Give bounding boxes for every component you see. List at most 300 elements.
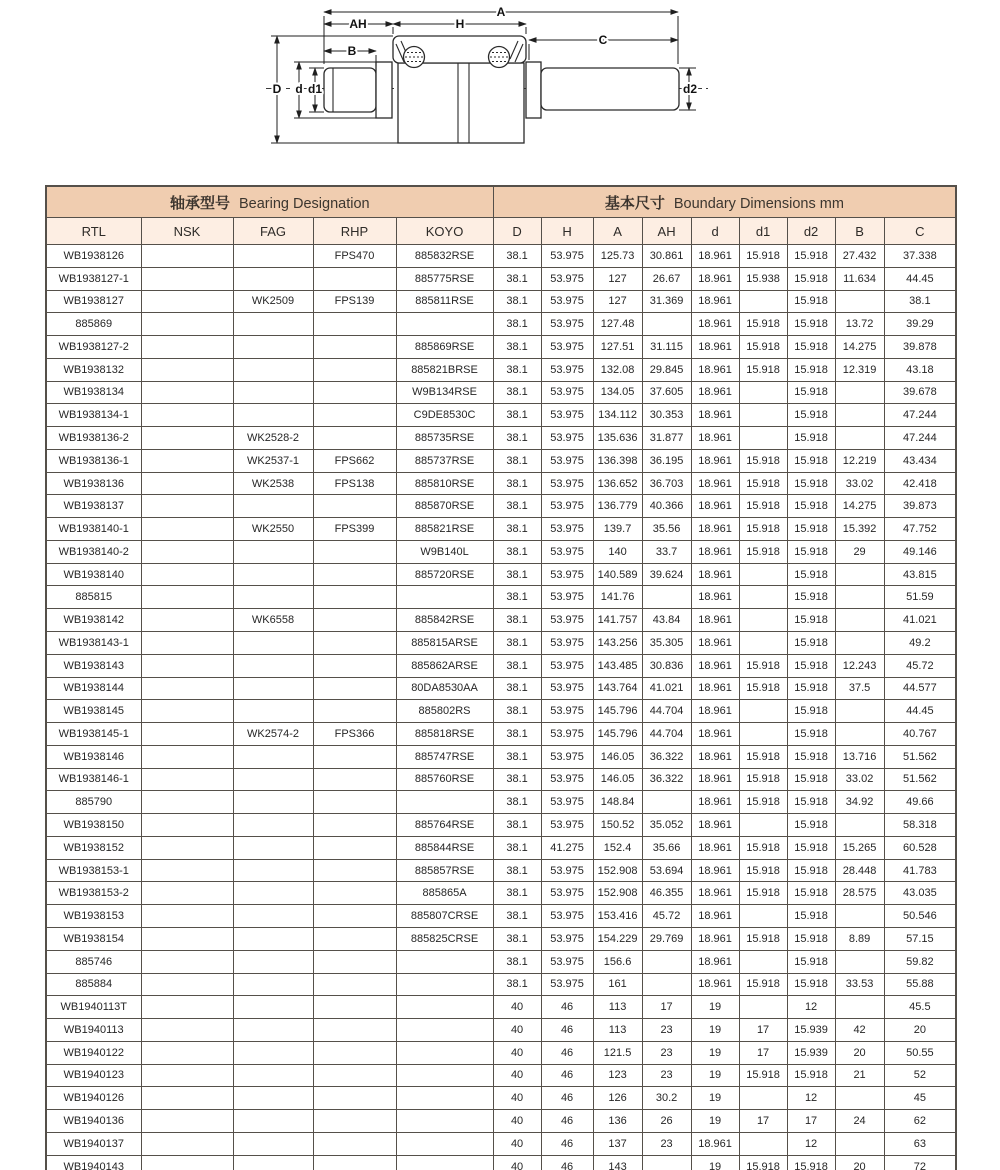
cell-a: 143.485 [593,654,642,677]
cell-d2: 15.918 [787,768,835,791]
dim-label-d2: d2 [682,82,698,96]
cell-d1: 17 [739,1110,787,1133]
cell-b [835,814,884,837]
table-row [46,1041,956,1064]
cell-nsk [141,449,233,472]
cell-d: 18.961 [691,495,739,518]
cell-b [835,381,884,404]
cell-d2: 15.918 [787,677,835,700]
cell-b: 42 [835,1019,884,1042]
cell-a: 136 [593,1110,642,1133]
cell-fag [233,905,313,928]
table-row [46,836,956,859]
table-body [46,245,956,1170]
cell-d: 18.961 [691,882,739,905]
cell-fag [233,381,313,404]
cell-rtl: WB1938143-1 [46,632,141,655]
cell-c: 44.45 [884,267,956,290]
cell-b [835,723,884,746]
cell-d1: 15.918 [739,540,787,563]
cell-b: 28.575 [835,882,884,905]
cell-c: 39.873 [884,495,956,518]
cell-nsk [141,495,233,518]
cell-ah: 23 [642,1064,691,1087]
cell-ah: 23 [642,1132,691,1155]
table-row [46,814,956,837]
cell-rhp [313,973,396,996]
cell-d: 40 [493,1087,541,1110]
cell-d: 19 [691,1064,739,1087]
cell-rhp [313,381,396,404]
cell-rtl: WB1938152 [46,836,141,859]
cell-rhp [313,1041,396,1064]
cell-d2: 15.918 [787,1155,835,1170]
cell-c: 45 [884,1087,956,1110]
cell-d: 18.961 [691,404,739,427]
cell-b: 13.72 [835,313,884,336]
cell-rhp: FPS470 [313,245,396,268]
table-row [46,745,956,768]
cell-nsk [141,1110,233,1133]
cell-ah: 35.66 [642,836,691,859]
column-header-nsk: NSK [141,218,233,245]
cell-nsk [141,700,233,723]
cell-koyo: 885869RSE [396,336,493,359]
cell-a: 136.652 [593,472,642,495]
cell-d2: 12 [787,1087,835,1110]
cell-c: 50.55 [884,1041,956,1064]
cell-d1: 17 [739,1041,787,1064]
cell-fag [233,950,313,973]
cell-c: 39.678 [884,381,956,404]
group-header-designation-en: Bearing Designation [238,195,370,212]
cell-rhp [313,700,396,723]
cell-d: 18.961 [691,313,739,336]
group-header-dimensions [493,186,956,218]
cell-h: 53.975 [541,313,593,336]
cell-h: 53.975 [541,245,593,268]
cell-h: 53.975 [541,905,593,928]
cell-koyo: 885844RSE [396,836,493,859]
column-header-d2: d2 [787,218,835,245]
cell-nsk [141,267,233,290]
cell-c: 20 [884,1019,956,1042]
cell-d: 38.1 [493,768,541,791]
cell-d1 [739,586,787,609]
column-header-ah: AH [642,218,691,245]
cell-b: 12.219 [835,449,884,472]
cell-d: 38.1 [493,245,541,268]
table-row [46,495,956,518]
cell-b: 11.634 [835,267,884,290]
cell-koyo: 885870RSE [396,495,493,518]
cell-h: 53.975 [541,654,593,677]
cell-fag [233,791,313,814]
cell-rtl: WB1938136-1 [46,449,141,472]
cell-d: 19 [691,1110,739,1133]
cell-rhp [313,950,396,973]
cell-d1: 15.918 [739,859,787,882]
cell-ah: 35.56 [642,518,691,541]
dim-label-d1: d1 [307,82,323,96]
cell-d2: 15.918 [787,404,835,427]
cell-koyo: 885764RSE [396,814,493,837]
cell-fag [233,996,313,1019]
cell-d: 19 [691,1155,739,1170]
cell-ah: 30.353 [642,404,691,427]
cell-rtl: 885869 [46,313,141,336]
cell-koyo [396,973,493,996]
cell-rtl: WB1940113T [46,996,141,1019]
table-row [46,723,956,746]
cell-a: 126 [593,1087,642,1110]
dim-label-d-outer: D [272,82,282,96]
cell-d: 38.1 [493,404,541,427]
cell-fag [233,654,313,677]
cell-h: 53.975 [541,973,593,996]
cell-c: 51.562 [884,745,956,768]
cell-d1: 15.918 [739,836,787,859]
cell-b [835,290,884,313]
cell-ah: 35.052 [642,814,691,837]
cell-a: 123 [593,1064,642,1087]
cell-d: 18.961 [691,745,739,768]
cell-h: 41.275 [541,836,593,859]
cell-fag: WK2537-1 [233,449,313,472]
cell-d1: 17 [739,1019,787,1042]
table-row [46,791,956,814]
cell-d2: 15.918 [787,290,835,313]
cell-koyo: 885818RSE [396,723,493,746]
cell-rhp [313,632,396,655]
column-header-row [46,218,956,245]
cell-c: 45.72 [884,654,956,677]
cell-rhp [313,882,396,905]
cell-d: 18.961 [691,859,739,882]
cell-nsk [141,563,233,586]
cell-d: 18.961 [691,358,739,381]
cell-h: 46 [541,1132,593,1155]
cell-h: 53.975 [541,882,593,905]
cell-koyo: 80DA8530AA [396,677,493,700]
cell-d1 [739,404,787,427]
cell-d2: 15.918 [787,449,835,472]
cell-h: 46 [541,1087,593,1110]
cell-koyo [396,1110,493,1133]
cell-nsk [141,745,233,768]
cell-nsk [141,381,233,404]
table-row [46,358,956,381]
cell-koyo: 885760RSE [396,768,493,791]
cell-rhp [313,609,396,632]
cell-h: 53.975 [541,427,593,450]
cell-d: 38.1 [493,836,541,859]
cell-d1 [739,950,787,973]
dim-label-a: A [496,5,506,19]
cell-a: 145.796 [593,700,642,723]
cell-a: 140.589 [593,563,642,586]
cell-d: 38.1 [493,609,541,632]
cell-a: 161 [593,973,642,996]
cell-fag [233,336,313,359]
dim-label-d: d [295,82,303,96]
cell-c: 50.546 [884,905,956,928]
cell-koyo [396,1019,493,1042]
cell-d2: 15.918 [787,791,835,814]
cell-ah: 40.366 [642,495,691,518]
dim-label-ah: AH [349,17,367,31]
cell-koyo: 885802RS [396,700,493,723]
cell-d1: 15.918 [739,336,787,359]
cell-rhp [313,563,396,586]
cell-ah: 17 [642,996,691,1019]
cell-koyo [396,1132,493,1155]
cell-b: 13.716 [835,745,884,768]
cell-d: 38.1 [493,882,541,905]
cell-d2: 15.918 [787,245,835,268]
cell-d2: 15.918 [787,927,835,950]
cell-b: 12.319 [835,358,884,381]
cell-d: 38.1 [493,586,541,609]
cell-koyo: 885821BRSE [396,358,493,381]
cell-b: 24 [835,1110,884,1133]
cell-d: 40 [493,1019,541,1042]
cell-h: 46 [541,1155,593,1170]
cell-rtl: WB1940137 [46,1132,141,1155]
cell-rtl: 885815 [46,586,141,609]
cell-fag [233,677,313,700]
cell-b [835,700,884,723]
cell-fag [233,358,313,381]
cell-d2: 15.918 [787,518,835,541]
cell-d2: 15.918 [787,859,835,882]
cell-a: 139.7 [593,518,642,541]
cell-a: 137 [593,1132,642,1155]
cell-d1 [739,381,787,404]
cell-rtl: WB1938154 [46,927,141,950]
cell-nsk [141,791,233,814]
cell-d: 38.1 [493,927,541,950]
cell-koyo [396,1064,493,1087]
cell-ah: 26.67 [642,267,691,290]
cell-koyo: 885862ARSE [396,654,493,677]
cell-d1 [739,1087,787,1110]
column-header-rtl: RTL [46,218,141,245]
cell-d: 38.1 [493,336,541,359]
cell-ah: 53.694 [642,859,691,882]
cell-b: 27.432 [835,245,884,268]
cell-rtl: WB1940113 [46,1019,141,1042]
cell-d1 [739,290,787,313]
cell-b: 15.265 [835,836,884,859]
cell-nsk [141,836,233,859]
cell-rhp [313,1155,396,1170]
cell-rhp [313,1087,396,1110]
cell-fag [233,1019,313,1042]
table-row [46,768,956,791]
cell-rtl: WB1938150 [46,814,141,837]
cell-a: 113 [593,996,642,1019]
cell-rhp [313,267,396,290]
cell-c: 62 [884,1110,956,1133]
cell-fag: WK2538 [233,472,313,495]
cell-koyo [396,313,493,336]
cell-h: 53.975 [541,563,593,586]
cell-d: 19 [691,1087,739,1110]
cell-d1: 15.918 [739,495,787,518]
cell-c: 58.318 [884,814,956,837]
cell-d2: 15.918 [787,745,835,768]
cell-d1: 15.918 [739,313,787,336]
cell-fag [233,267,313,290]
cell-d: 38.1 [493,449,541,472]
cell-nsk [141,540,233,563]
cell-a: 127.51 [593,336,642,359]
cell-rtl: WB1940143 [46,1155,141,1170]
cell-d1 [739,427,787,450]
cell-c: 57.15 [884,927,956,950]
cell-c: 72 [884,1155,956,1170]
cell-c: 45.5 [884,996,956,1019]
cell-ah: 43.84 [642,609,691,632]
cell-h: 53.975 [541,677,593,700]
cell-nsk [141,472,233,495]
cell-d: 38.1 [493,654,541,677]
cell-fag [233,404,313,427]
left-collar [376,62,392,118]
cell-ah: 36.703 [642,472,691,495]
cell-d2: 15.918 [787,381,835,404]
cell-ah: 35.305 [642,632,691,655]
cell-nsk [141,1041,233,1064]
cell-d2: 15.918 [787,358,835,381]
cell-ah: 44.704 [642,723,691,746]
cell-a: 143.764 [593,677,642,700]
cell-a: 141.76 [593,586,642,609]
cell-nsk [141,973,233,996]
cell-ah [642,586,691,609]
column-header-fag: FAG [233,218,313,245]
cell-d: 38.1 [493,814,541,837]
cell-ah [642,973,691,996]
cell-b [835,1132,884,1155]
cell-b: 28.448 [835,859,884,882]
cell-d: 18.961 [691,586,739,609]
cell-a: 152.4 [593,836,642,859]
cell-rtl: WB1938132 [46,358,141,381]
cell-koyo: 885810RSE [396,472,493,495]
cell-b: 33.02 [835,768,884,791]
cell-b: 33.53 [835,973,884,996]
table-row [46,267,956,290]
cell-a: 153.416 [593,905,642,928]
cell-koyo [396,1155,493,1170]
cell-d: 38.1 [493,472,541,495]
cell-c: 43.035 [884,882,956,905]
cell-koyo: 885735RSE [396,427,493,450]
cell-d1: 15.938 [739,267,787,290]
cell-nsk [141,313,233,336]
cell-b [835,609,884,632]
cell-d: 18.961 [691,1132,739,1155]
cell-d2: 15.918 [787,495,835,518]
cell-ah: 36.322 [642,768,691,791]
cell-fag: WK6558 [233,609,313,632]
cell-rtl: WB1938137 [46,495,141,518]
cell-ah: 41.021 [642,677,691,700]
cell-rhp [313,996,396,1019]
table-row [46,654,956,677]
table-row [46,472,956,495]
cell-h: 53.975 [541,768,593,791]
dim-label-c: C [598,33,608,47]
cell-d: 18.961 [691,267,739,290]
cell-rhp: FPS366 [313,723,396,746]
cell-rtl: WB1938127-1 [46,267,141,290]
cell-fag [233,1087,313,1110]
cell-b: 14.275 [835,495,884,518]
cell-fag [233,495,313,518]
cell-fag [233,1155,313,1170]
cell-rtl: WB1938136-2 [46,427,141,450]
cell-ah: 31.877 [642,427,691,450]
cell-koyo: 885775RSE [396,267,493,290]
cell-d: 18.961 [691,791,739,814]
cell-koyo [396,996,493,1019]
cell-d: 19 [691,996,739,1019]
cell-fag [233,540,313,563]
cell-nsk [141,654,233,677]
cell-b [835,427,884,450]
cell-b [835,404,884,427]
cell-d1 [739,905,787,928]
cell-d: 18.961 [691,836,739,859]
cell-rtl: WB1938127-2 [46,336,141,359]
cell-koyo [396,586,493,609]
cell-rtl: WB1938134-1 [46,404,141,427]
cell-koyo: C9DE8530C [396,404,493,427]
cell-rtl: WB1938140-2 [46,540,141,563]
table-row [46,1132,956,1155]
table-row [46,540,956,563]
cell-ah: 36.322 [642,745,691,768]
cell-h: 53.975 [541,586,593,609]
cell-rhp [313,358,396,381]
cell-h: 53.975 [541,745,593,768]
column-header-rhp: RHP [313,218,396,245]
cell-d1: 15.918 [739,882,787,905]
cell-d: 18.961 [691,905,739,928]
table-row [46,1087,956,1110]
cell-d1: 15.918 [739,1064,787,1087]
shaft-profile [324,36,679,143]
cell-b [835,1087,884,1110]
cell-d: 40 [493,1064,541,1087]
cell-d: 38.1 [493,723,541,746]
table-row [46,449,956,472]
cell-h: 53.975 [541,540,593,563]
cell-nsk [141,632,233,655]
cell-d: 38.1 [493,313,541,336]
cell-d: 38.1 [493,859,541,882]
cell-a: 136.779 [593,495,642,518]
cell-fag [233,836,313,859]
cell-d: 38.1 [493,950,541,973]
cell-h: 53.975 [541,859,593,882]
cell-d: 38.1 [493,973,541,996]
cell-rhp [313,791,396,814]
cell-d2: 15.918 [787,723,835,746]
